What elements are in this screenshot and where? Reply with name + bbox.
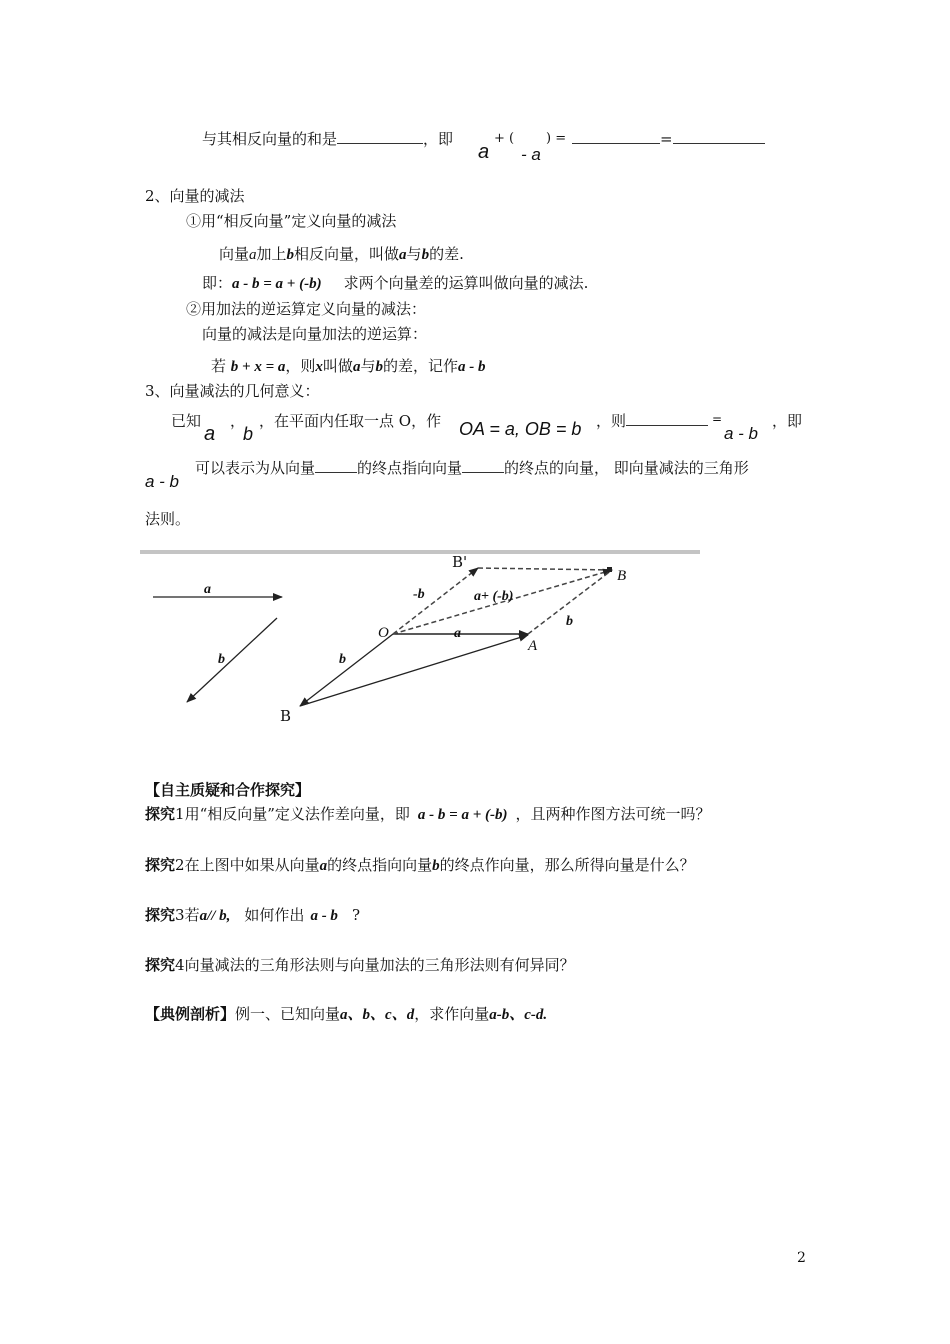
method-2-formula: 若 b + x = a，则x叫做a与b的差，记作a - b [211, 357, 486, 375]
line-bp-b-dashed [478, 568, 612, 570]
a-minus-b: a - b [145, 472, 180, 491]
namely-text: ，即 [772, 412, 803, 430]
method-1-definition: 向量a加上b相反向量，叫做a与b的差. [219, 245, 464, 263]
plus-open: + ( [494, 131, 515, 146]
label-oa: a [454, 626, 461, 641]
section-3-heading: 3、向量减法的几何意义： [145, 382, 320, 400]
method-1-formula: 即：a - b = a + (-b) 求两个向量差的运算叫做向量的减法. [202, 274, 589, 292]
vec-a: a [204, 423, 216, 445]
explore-q1: 探究1用“相反向量”定义法作差向量，即 a - b = a + (-b) ，且两种作图方法可统一吗？ [145, 805, 711, 823]
given-text: 已知 [171, 412, 202, 430]
label-b-top: B [617, 568, 627, 584]
blanks-eq: = [572, 129, 765, 149]
label-neg-b: -b [413, 587, 425, 602]
comma: ， [230, 412, 246, 430]
inverse-sum-line: 与其相反向量的和是 ，即 [202, 130, 454, 148]
label-ab: b [566, 614, 573, 629]
eq-sign: = [712, 412, 723, 426]
vector-ob-arrow [300, 634, 393, 706]
method-2-title: ②用加法的逆运算定义向量的减法： [186, 300, 427, 318]
vec-b: b [243, 424, 254, 444]
explore-q2: 探究2在上图中如果从向量a的终点指向向量b的终点作向量，那么所得向量是什么？ [145, 856, 695, 874]
method-1-title: ①用“相反向量”定义向量的减法 [186, 212, 397, 230]
explore-q4: 探究4向量减法的三角形法则与向量加法的三角形法则有何异同？ [145, 956, 575, 974]
oa-ob-formula: OA = a, OB = b [459, 419, 582, 439]
example-line: 【典例剖析】例一、已知向量a、b、c、d，求作向量a-b、c-d. [145, 1005, 548, 1023]
vec-a: a [478, 141, 490, 163]
label-a-plus-neg-b: a+ (-b) [474, 589, 514, 604]
geometric-meaning: 可以表示为从向量 的终点指向向量 的终点的向量， 即向量减法的三角形 [195, 459, 749, 477]
section-2-heading: 2、向量的减法 [145, 187, 245, 205]
close-eq: ) = [546, 131, 567, 146]
vec-neg-a: - a [521, 145, 541, 164]
page-number: 2 [797, 1250, 806, 1266]
label-o: O [378, 625, 389, 641]
a-minus-b: a - b [724, 424, 759, 443]
label-b: b [218, 652, 225, 667]
rule-end: 法则。 [145, 510, 191, 528]
label-b-point: B [280, 707, 292, 725]
method-2-definition: 向量的减法是向量加法的逆运算： [202, 325, 428, 343]
label-ob: b [339, 652, 346, 667]
label-b-prime: B' [452, 553, 468, 571]
then-blank: ，则 [596, 411, 708, 431]
vector-neg-b-dashed [393, 568, 478, 634]
label-a-point: A [528, 638, 538, 654]
explore-heading: 【自主质疑和合作探究】 [145, 781, 311, 799]
label-a: a [204, 582, 211, 597]
vector-ba-arrow [300, 635, 528, 706]
explore-q3: 探究3若a// b, 如何作出 a - b ? [145, 906, 360, 924]
vector-b-arrow [187, 618, 277, 702]
construct-text: ，在平面内任取一点 O，作 [259, 412, 442, 430]
